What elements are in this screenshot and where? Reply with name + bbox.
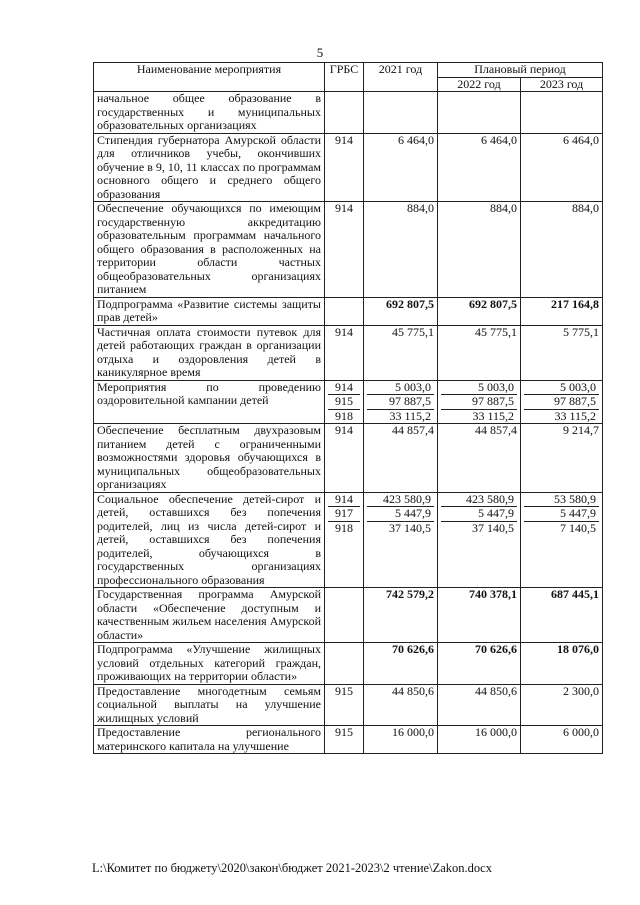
header-2023: 2023 год: [521, 77, 603, 92]
grbs-code: [325, 380, 364, 424]
row-name: Предоставление регионального материнского капитала на улучшение: [94, 726, 325, 754]
value-2021: 70 626,6: [364, 643, 438, 685]
grbs-code-line: 915: [328, 394, 360, 409]
value-2022-line: 33 115,2: [441, 409, 517, 424]
value-2022: [438, 492, 521, 588]
grbs-code-line: 914: [335, 379, 353, 394]
value-2022: 44 857,4: [438, 424, 521, 493]
value-2023: 217 164,8: [521, 297, 603, 325]
page-number: 5: [316, 45, 324, 60]
grbs-code-line: 917: [328, 506, 360, 521]
value-2023: 687 445,1: [521, 588, 603, 643]
table-row: [94, 92, 603, 134]
grbs-code: 914: [325, 202, 364, 298]
table-row: [94, 424, 603, 493]
value-2021-line: 5 003,0: [395, 379, 431, 394]
budget-table: [93, 62, 603, 754]
grbs-code: [325, 588, 364, 643]
value-2021: 44 850,6: [364, 684, 438, 726]
value-2021: 45 775,1: [364, 325, 438, 380]
grbs-code: 915: [325, 726, 364, 754]
value-2023: [521, 380, 603, 424]
header-plan-period: Плановый период: [438, 63, 603, 78]
value-2022: [438, 380, 521, 424]
table-row: [94, 133, 603, 202]
table-row: [94, 588, 603, 643]
value-2022: 740 378,1: [438, 588, 521, 643]
value-2021-line: 33 115,2: [367, 409, 434, 424]
value-2021: [364, 380, 438, 424]
header-name: Наименование мероприятия: [94, 63, 325, 92]
value-2023: [521, 492, 603, 588]
row-name: Стипендия губернатора Амурской области для отличников учебы, окончивших обучение в 9, 10, 11 классах по программам основного общего и среднего общего образования: [94, 133, 325, 202]
value-2021-line: 423 580,9: [383, 491, 431, 506]
value-2022-line: 423 580,9: [466, 491, 514, 506]
grbs-code-line: 914: [335, 491, 353, 506]
value-2023: 6 464,0: [521, 133, 603, 202]
value-2023: 18 076,0: [521, 643, 603, 685]
value-2021: [364, 92, 438, 134]
grbs-code: 914: [325, 133, 364, 202]
row-name: Подпрограмма «Улучшение жилищных условий отдельных категорий граждан, проживающих на территории области»: [94, 643, 325, 685]
value-2023-line: 53 580,9: [554, 491, 597, 506]
value-2021: 44 857,4: [364, 424, 438, 493]
grbs-code: [325, 297, 364, 325]
grbs-code: 914: [325, 325, 364, 380]
header-2022: 2022 год: [438, 77, 521, 92]
value-2022: 692 807,5: [438, 297, 521, 325]
value-2022-line: 5 447,9: [441, 506, 517, 521]
value-2023: 2 300,0: [521, 684, 603, 726]
grbs-code-line: 918: [328, 409, 360, 424]
value-2022: [438, 92, 521, 134]
value-2021: 692 807,5: [364, 297, 438, 325]
row-name: Подпрограмма «Развитие системы защиты прав детей»: [94, 297, 325, 325]
header-grbs: ГРБС: [325, 63, 364, 92]
file-path-footer: L:\Комитет по бюджету\2020\закон\бюджет 2021-2023\2 чтение\Zakon.docx: [92, 861, 492, 875]
value-2022-line: 5 003,0: [478, 379, 514, 394]
grbs-code: [325, 492, 364, 588]
value-2022-line: 97 887,5: [441, 394, 517, 409]
value-2023: 884,0: [521, 202, 603, 298]
grbs-code-line: 918: [328, 521, 360, 536]
table-body: [94, 92, 603, 754]
value-2023-line: 97 887,5: [524, 394, 599, 409]
value-2023-line: 5 447,9: [524, 506, 599, 521]
value-2021: 16 000,0: [364, 726, 438, 754]
header-2021: 2021 год: [364, 63, 438, 92]
row-name: Мероприятия по проведению оздоровительной кампании детей: [94, 380, 325, 424]
row-name: начальное общее образование в государственных и муниципальных образовательных организациях: [94, 92, 325, 134]
row-name: Предоставление многодетным семьям социальной выплаты на улучшение жилищных условий: [94, 684, 325, 726]
grbs-code: 914: [325, 424, 364, 493]
value-2023-line: 33 115,2: [524, 409, 599, 424]
table-row: [94, 492, 603, 588]
value-2021: 6 464,0: [364, 133, 438, 202]
value-2021-line: 37 140,5: [367, 521, 434, 536]
value-2021: 884,0: [364, 202, 438, 298]
value-2023: 5 775,1: [521, 325, 603, 380]
grbs-code: 915: [325, 684, 364, 726]
row-name: Социальное обеспечение детей-сирот и детей, оставшихся без попечения родителей, лиц из числа детей-сирот и детей, оставшихся без попечения родителей, обучающихся в государственных организациях профессионального образования: [94, 492, 325, 588]
row-name: Государственная программа Амурской области «Обеспечение доступным и качественным жильем населения Амурской области»: [94, 588, 325, 643]
value-2022: 45 775,1: [438, 325, 521, 380]
value-2022: 16 000,0: [438, 726, 521, 754]
value-2022: 6 464,0: [438, 133, 521, 202]
value-2023-line: 7 140,5: [524, 521, 599, 536]
value-2023-line: 5 003,0: [560, 379, 597, 394]
value-2023: [521, 92, 603, 134]
value-2022: 70 626,6: [438, 643, 521, 685]
table-row: [94, 726, 603, 754]
table-row: [94, 643, 603, 685]
value-2021: [364, 492, 438, 588]
row-name: Обеспечение обучающихся по имеющим государственную аккредитацию образовательным программам начального общего образования в расположенных на территории области частных общеобразовательных организациях питанием: [94, 202, 325, 298]
value-2022-line: 37 140,5: [441, 521, 517, 536]
value-2023: 6 000,0: [521, 726, 603, 754]
value-2022: 884,0: [438, 202, 521, 298]
grbs-code: [325, 92, 364, 134]
table-row: [94, 297, 603, 325]
table-row: [94, 202, 603, 298]
value-2021: 742 579,2: [364, 588, 438, 643]
table-row: [94, 380, 603, 424]
value-2023: 9 214,7: [521, 424, 603, 493]
table-row: [94, 684, 603, 726]
table-row: [94, 325, 603, 380]
value-2021-line: 97 887,5: [367, 394, 434, 409]
table-header: [94, 63, 603, 92]
row-name: Обеспечение бесплатным двухразовым питанием детей с ограниченными возможностями здоровья обучающихся в муниципальных общеобразовательных организациях: [94, 424, 325, 493]
grbs-code: [325, 643, 364, 685]
value-2021-line: 5 447,9: [367, 506, 434, 521]
value-2022: 44 850,6: [438, 684, 521, 726]
row-name: Частичная оплата стоимости путевок для детей работающих граждан в организации отдыха и оздоровления детей в каникулярное время: [94, 325, 325, 380]
